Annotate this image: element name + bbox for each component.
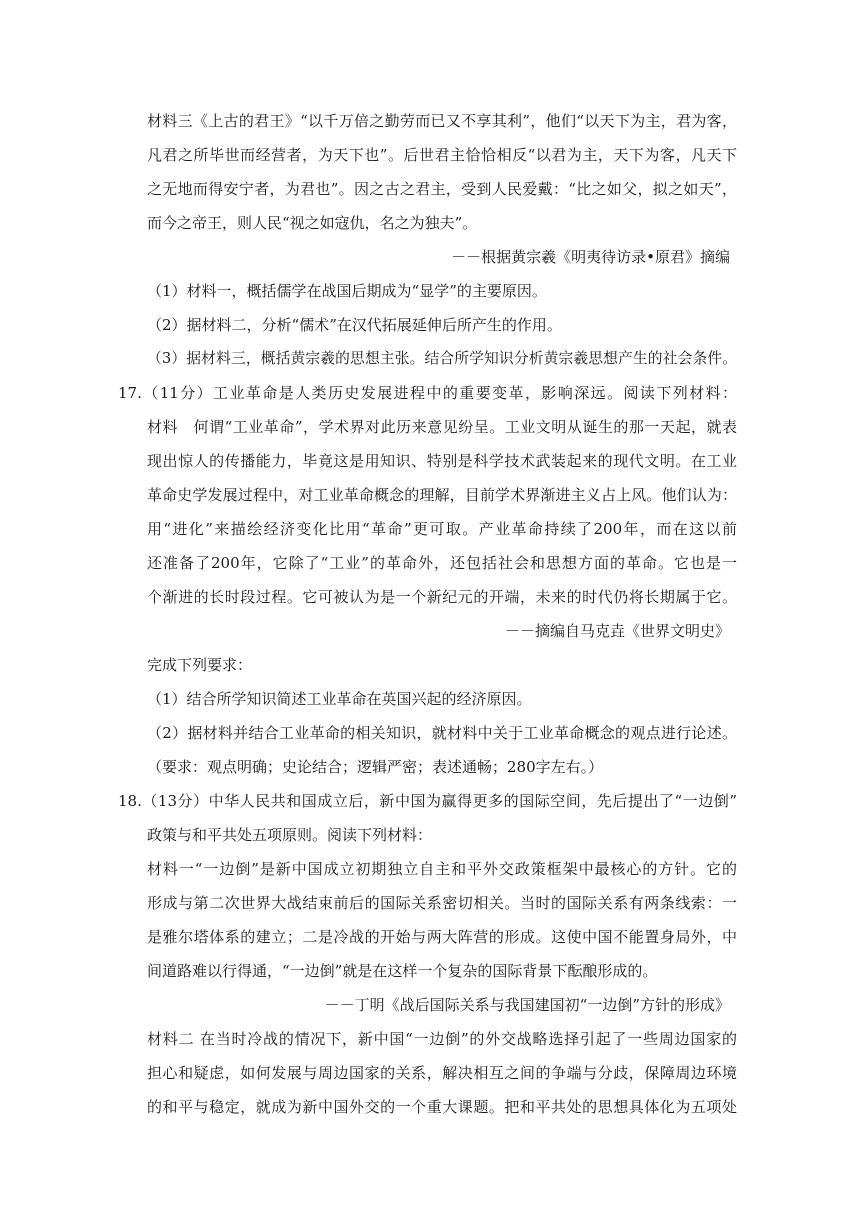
q16-task-3: （3）据材料三，概括黄宗羲的思想主张。结合所学知识分析黄宗羲思想产生的社会条件。 xyxy=(147,350,737,367)
q16-task-2: （2）据材料二，分析“儒术”在汉代拓展延伸后所产生的作用。 xyxy=(147,316,562,334)
q18-material2-line-2: 担心和疑虑，如何发展与周边国家的关系，解决相互之间的争端与分歧，保障周边环境 xyxy=(147,1064,737,1082)
q17-material-line-6: 个渐进的长时段过程。它可被认为是一个新纪元的开端，未来的时代仍将长期属于它。 xyxy=(147,588,737,606)
q17-material-line-3: 革命史学发展过程中，对工业革命概念的理解，目前学术界渐进主义占上风。他们认为： xyxy=(147,486,737,504)
q18-material1-line-3: 是雅尔塔体系的建立；二是冷战的开始与两大阵营的形成。这使中国不能置身局外，中 xyxy=(147,928,737,946)
material3-line-3: 之无地而得安宁者，为君也”。因之古之君主，受到人民爱戴：“比之如父，拟之如天”， xyxy=(147,180,737,198)
q18-material1-line-2: 形成与第二次世界大战结束前后的国际关系密切相关。当时的国际关系有两条线索：一 xyxy=(147,894,737,912)
q17-header: 17.（11分）工业革命是人类历史发展进程中的重要变革，影响深远。阅读下列材料： xyxy=(118,384,737,402)
q17-prompt: 完成下列要求： xyxy=(147,656,253,674)
material3-line-1: 材料三《上古的君王》“以千万倍之勤劳而已又不享其利”，他们“以天下为主，君为客， xyxy=(147,112,737,130)
material3-line-2: 凡君之所毕世而经营者，为天下也”。后世君主恰恰相反“以君为主，天下为客，凡天下 xyxy=(147,146,737,164)
q18-material2-line-1: 材料二 在当时冷战的情况下，新中国“一边倒”的外交战略选择引起了一些周边国家的 xyxy=(147,1030,737,1048)
q17-source: －－摘编自马克垚《世界文明史》 xyxy=(504,622,730,640)
q17-task-2: （2）据材料并结合工业革命的相关知识，就材料中关于工业革命概念的观点进行论述。 xyxy=(147,724,737,742)
q18-material2-line-3: 的和平与稳定，就成为新中国外交的一个重大课题。把和平共处的思想具体化为五项处 xyxy=(147,1098,737,1116)
q16-task-1: （1）材料一，概括儒学在战国后期成为“显学”的主要原因。 xyxy=(147,282,547,300)
q18-header-line-2: 政策与和平共处五项原则。阅读下列材料： xyxy=(147,826,433,844)
q17-material-line-1: 材料 何谓“工业革命”，学术界对此历来意见纷呈。工业文明从诞生的那一天起，就表 xyxy=(147,418,737,436)
q17-material-line-4: 用“进化”来描绘经济变化比用“革命”更可取。产业革命持续了200年，而在这以前 xyxy=(147,520,737,538)
q18-header-line-1: 18.（13分）中华人民共和国成立后，新中国为赢得更多的国际空间，先后提出了“一边倒” xyxy=(118,792,737,810)
q17-task-1: （1）结合所学知识简述工业革命在英国兴起的经济原因。 xyxy=(147,690,532,708)
q17-material-line-2: 现出惊人的传播能力，毕竟这是用知识、特别是科学技术武装起来的现代文明。在工业 xyxy=(147,452,737,470)
q17-task-3: （要求：观点明确；史论结合；逻辑严密；表述通畅；280字左右。） xyxy=(147,758,604,776)
material3-source: －－根据黄宗羲《明夷待访录•原君》摘编 xyxy=(451,248,730,266)
q17-material-line-5: 还准备了200年，它除了“工业”的革命外，还包括社会和思想方面的革命。它也是一 xyxy=(147,554,737,572)
q18-material1-line-4: 间道路难以行得通，“一边倒”就是在这样一个复杂的国际背景下酝酿形成的。 xyxy=(147,962,658,980)
q18-material1-line-1: 材料一“一边倒”是新中国成立初期独立自主和平外交政策框架中最核心的方针。它的 xyxy=(147,860,737,878)
q18-material1-source: －－丁明《战后国际关系与我国建国初“一边倒”方针的形成》 xyxy=(324,996,730,1014)
material3-line-4: 而今之帝王，则人民“视之如寇仇，名之为独夫”。 xyxy=(147,214,478,232)
